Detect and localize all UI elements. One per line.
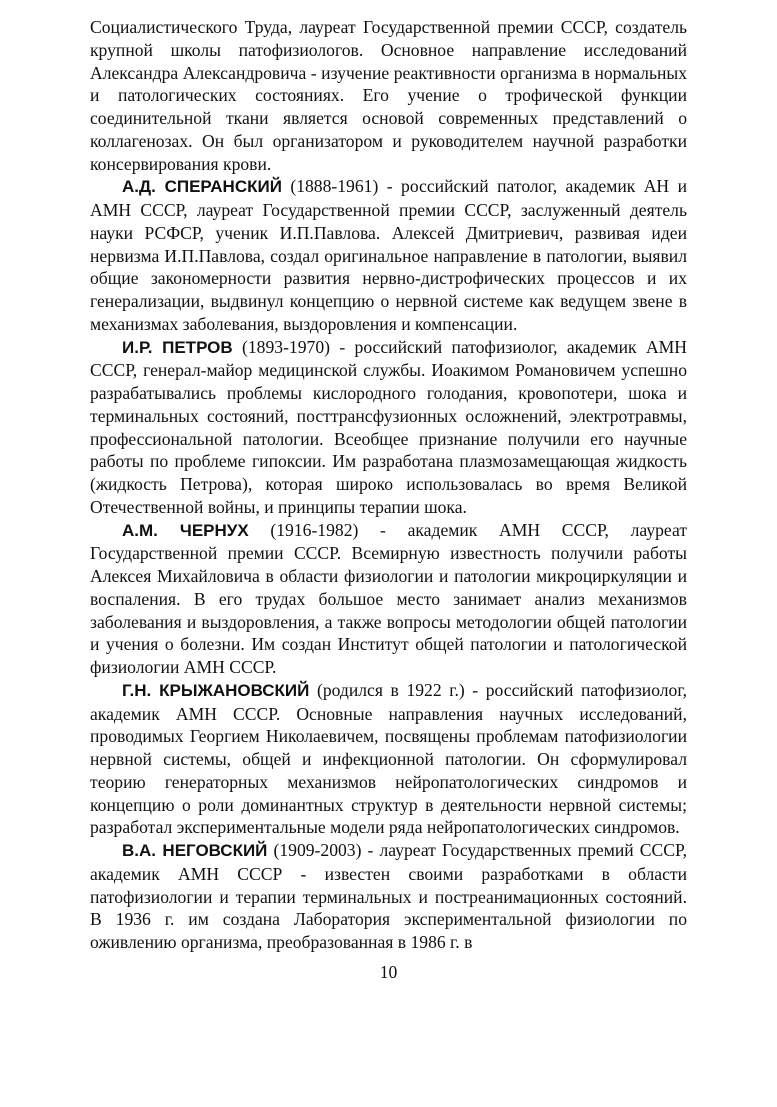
paragraph-text: (1916-1982) - академик АМН СССР, лауреат Государственной премии СССР. Всемирную известность получили работы Алексея Михайловича в области физиологии и патологии микроциркуляции и воспаления. В его трудах большое место занимает анализ механизмов заболевания и выздоровления, а также вопросы методологии общей патологии и учения о болезни. Им создан Институт общей патологии и патологической физиологии АМН СССР. <box>90 519 688 677</box>
person-name: А.Д. СПЕРАНСКИЙ <box>122 177 282 197</box>
person-name: Г.Н. КРЫЖАНОВСКИЙ <box>122 680 310 700</box>
paragraph-petrov <box>90 336 687 519</box>
person-name: В.А. НЕГОВСКИЙ <box>122 841 268 860</box>
paragraph-kryzhanovsky <box>90 679 687 839</box>
page-number: 10 <box>379 962 398 982</box>
paragraph-text: (1888-1961) - российский патолог, академик АН и АМН СССР, лауреат Государственной премии СССР, заслуженный деятель науки РСФСР, ученик И.П.Павлова. Алексей Дмитриевич, развивая идеи нервизма И.П.Павлова, создал оригинальное направление в патологии, выявил общие закономерности развития нервно-дистрофических процессов и их генерализации, выдвинул концепцию о нервной системе как ведущем звене в механизмах заболевания, выздоровления и компенсации. <box>90 176 687 334</box>
paragraph-chernukh <box>90 519 687 679</box>
page-text <box>90 16 687 954</box>
paragraph-text: (родился в 1922 г.) - российский патофизиолог, академик АМН СССР. Основные направления научных исследований, проводимых Георгием Николаевичем, посвящены проблемам патофизиологии нервной системы, общей и инфекционной патологии. Он сформулировал теорию генераторных механизмов нейропатологических синдромов и концепцию о роли доминантных структур в деятельности нервной системы; разработал экспериментальные модели ряда нейропатологических синдромов. <box>90 679 687 838</box>
paragraph-negovsky <box>90 839 687 954</box>
paragraph-text: Социалистического Труда, лауреат Государственной премии СССР, создатель крупной школы патофизиологов. Основное направление исследований Александра Александровича - изучение реактивности организма в нормальных и патологических состояниях. Его учение о трофической функции соединительной ткани является основой современных представлений о коллагенозах. Он был организатором и руководителем научной разработки консервирования крови. <box>90 17 687 174</box>
person-name: А.М. ЧЕРНУХ <box>122 520 249 540</box>
paragraph-text: (1909-2003) - лауреат Государственных премий СССР, академик АМН СССР - известен своими разработками в области патофизиологии и терапии терминальных и постреанимационных состояний. В 1936 г. им создана Лаборатория экспериментальной физиологии по оживлению организма, преобразованная в 1986 г. в <box>90 840 687 952</box>
paragraph-speransky <box>90 175 687 335</box>
paragraph-continuation <box>90 16 687 175</box>
paragraph-text: (1893-1970) - российский патофизиолог, академик АМН СССР, генерал-майор медицинской службы. Иоакимом Романовичем успешно разрабатывались проблемы кислородного голодания, кровопотери, шока и терминальных состояний, посттрансфузионных осложнений, электротравмы, профессиональной патологии. Всеобщее признание получили его научные работы по проблеме гипоксии. Им разработана плазмозамещающая жидкость (жидкость Петрова), которая широко использовалась во время Великой Отечественной войны, и принципы терапии шока. <box>90 336 687 517</box>
person-name: И.Р. ПЕТРОВ <box>122 337 233 357</box>
